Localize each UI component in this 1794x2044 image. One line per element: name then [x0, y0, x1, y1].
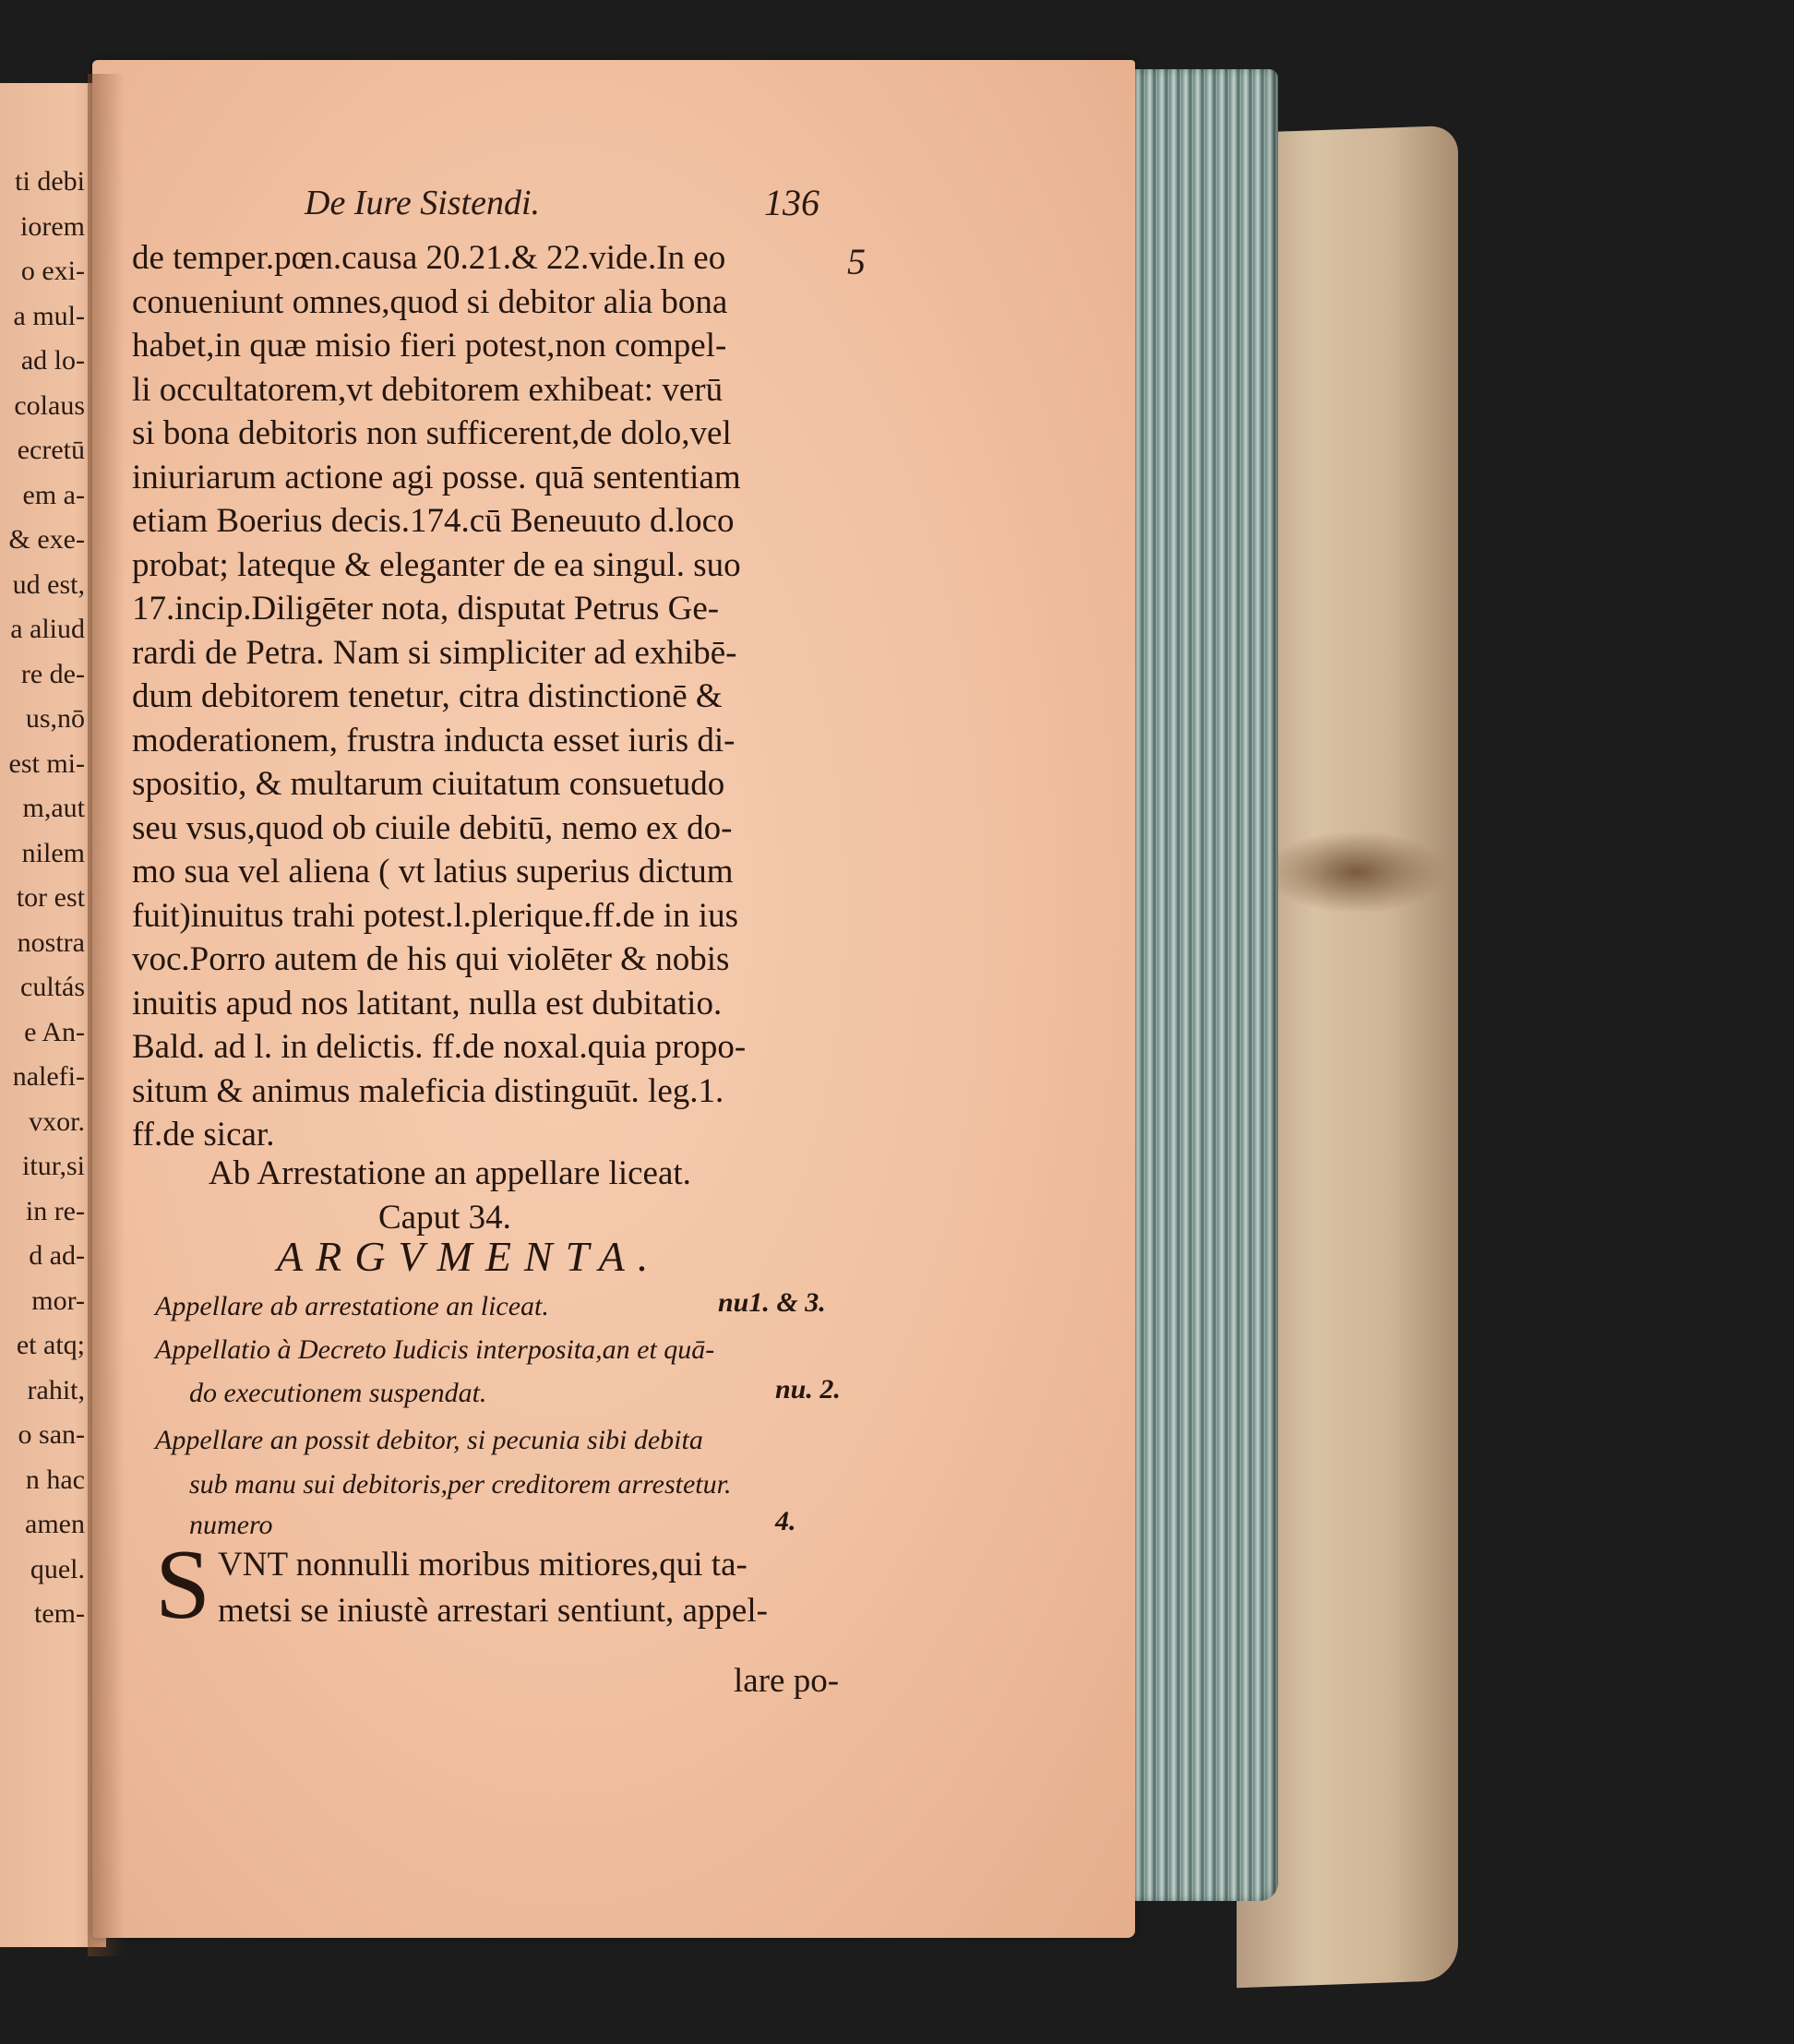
verso-line-fragment: quel. — [30, 1553, 85, 1584]
verso-line-fragment: ud est, — [12, 568, 85, 600]
body-line: rardi de Petra. Nam si simpliciter ad exhibē- — [132, 633, 737, 672]
verso-line-fragment: rahit, — [27, 1374, 85, 1405]
argumentum-reference: nu. 2. — [775, 1374, 841, 1405]
argumentum-line: Appellare an possit debitor, si pecunia sibi debita — [155, 1425, 703, 1455]
verso-line-fragment: est mi- — [8, 747, 85, 779]
verso-line-fragment: ti debi — [15, 166, 85, 197]
verso-line-fragment: amen — [25, 1509, 85, 1539]
verso-line-fragment: colaus — [14, 389, 85, 421]
body-line: seu vsus,quod ob ciuile debitū, nemo ex do- — [132, 808, 733, 847]
argumentum-line: Appellare ab arrestatione an liceat. — [155, 1291, 549, 1321]
verso-line-fragment: itur,si — [22, 1151, 85, 1181]
verso-line-fragment: iorem — [20, 210, 85, 242]
caput-number: Caput 34. — [378, 1199, 511, 1237]
body-line: ff.de sicar. — [132, 1116, 275, 1153]
verso-line-fragment: tor est — [16, 882, 85, 913]
body-line: iniuriarum actione agi posse. quā sententiam — [132, 458, 741, 496]
verso-line-fragment: a aliud — [10, 614, 85, 644]
argumentum-line: sub manu sui debitoris,per creditorem arrestetur. — [189, 1469, 732, 1500]
body-line: fuit)inuitus trahi potest.l.plerique.ff.de in ius — [132, 896, 738, 935]
argumentum-line: Appellatio à Decreto Iudicis interposita,an et quā- — [155, 1334, 715, 1365]
body-line: probat; lateque & eleganter de ea singul. suo — [132, 545, 741, 584]
argumentum-reference: 4. — [775, 1506, 796, 1536]
verso-line-fragment: o san- — [18, 1419, 85, 1450]
page-edges — [1121, 69, 1278, 1901]
chapter-heading: Ab Arrestatione an appellare liceat. — [209, 1154, 691, 1192]
argumentum-line: numero — [189, 1510, 273, 1540]
verso-line-fragment: vxor. — [29, 1106, 85, 1137]
body-line: li occultatorem,vt debitorem exhibeat: verū — [132, 370, 724, 409]
gutter-shadow — [88, 74, 125, 1956]
running-title: De Iure Sistendi. — [305, 184, 541, 222]
verso-line-fragment: ecretū — [17, 435, 85, 465]
opening-line-2: metsi se iniustè arrestari sentiunt, appel- — [218, 1592, 768, 1630]
verso-line-fragment: ad lo- — [20, 345, 85, 376]
verso-line-fragment: nostra — [17, 926, 85, 958]
body-line: conueniunt omnes,quod si debitor alia bona — [132, 282, 728, 321]
body-line: inuitis apud nos latitant, nulla est dubitatio. — [132, 984, 723, 1022]
verso-line-fragment: tem- — [34, 1598, 85, 1629]
page-number: 136 — [764, 182, 819, 223]
verso-line-fragment: nilem — [21, 837, 85, 868]
drop-cap: S — [155, 1530, 211, 1640]
body-line: si bona debitoris non sufficerent,de dolo,vel — [132, 414, 732, 452]
verso-line-fragment: mor- — [31, 1285, 85, 1316]
verso-line-fragment: nalefi- — [12, 1061, 85, 1092]
body-line: etiam Boerius decis.174.cū Beneuuto d.loco — [132, 502, 735, 540]
verso-line-fragment: a mul- — [13, 300, 85, 331]
verso-line-fragment: m,aut — [22, 793, 85, 823]
margin-number: 5 — [847, 241, 866, 282]
verso-line-fragment: cultás — [20, 972, 85, 1002]
body-line: situm & animus maleficia distinguūt. leg.1. — [132, 1071, 724, 1110]
body-line: moderationem, frustra inducta esset iuris di- — [132, 721, 736, 759]
verso-line-fragment: n hac — [25, 1464, 85, 1495]
verso-line-fragment: & exe- — [8, 524, 85, 555]
verso-line-fragment: us,nō — [25, 703, 85, 734]
argumentum-reference: nu1. & 3. — [718, 1287, 826, 1318]
body-line: habet,in quæ misio fieri potest,non compel- — [132, 327, 727, 365]
verso-line-fragment: re de- — [20, 658, 85, 689]
catchword: lare po- — [734, 1662, 840, 1700]
argumentum-line: do executionem suspendat. — [189, 1378, 487, 1408]
verso-line-fragment: em a- — [22, 479, 85, 510]
body-line: dum debitorem tenetur, citra distinctionē & — [132, 677, 723, 715]
body-line: 17.incip.Diligēter nota, disputat Petrus Ge- — [132, 590, 720, 628]
argumenta-title: ARGVMENTA. — [277, 1233, 662, 1280]
verso-line-fragment: in re- — [25, 1195, 85, 1226]
verso-line-fragment: d ad- — [29, 1240, 85, 1271]
body-line: Bald. ad l. in delictis. ff.de noxal.quia propo- — [132, 1028, 747, 1066]
verso-line-fragment: e An- — [24, 1016, 85, 1047]
body-line: voc.Porro autem de his qui violēter & nobis — [132, 940, 730, 978]
body-line: mo sua vel aliena ( vt latius superius dictum — [132, 853, 734, 891]
opening-line-1: VNT nonnulli moribus mitiores,qui ta- — [218, 1546, 748, 1584]
body-line: spositio, & multarum ciuitatum consuetudo — [132, 765, 725, 803]
body-line: de temper.pœn.causa 20.21.& 22.vide.In eo — [132, 239, 726, 277]
verso-line-fragment: et atq; — [16, 1330, 85, 1360]
verso-line-fragment: o exi- — [20, 256, 85, 286]
cover-stain — [1264, 831, 1449, 914]
